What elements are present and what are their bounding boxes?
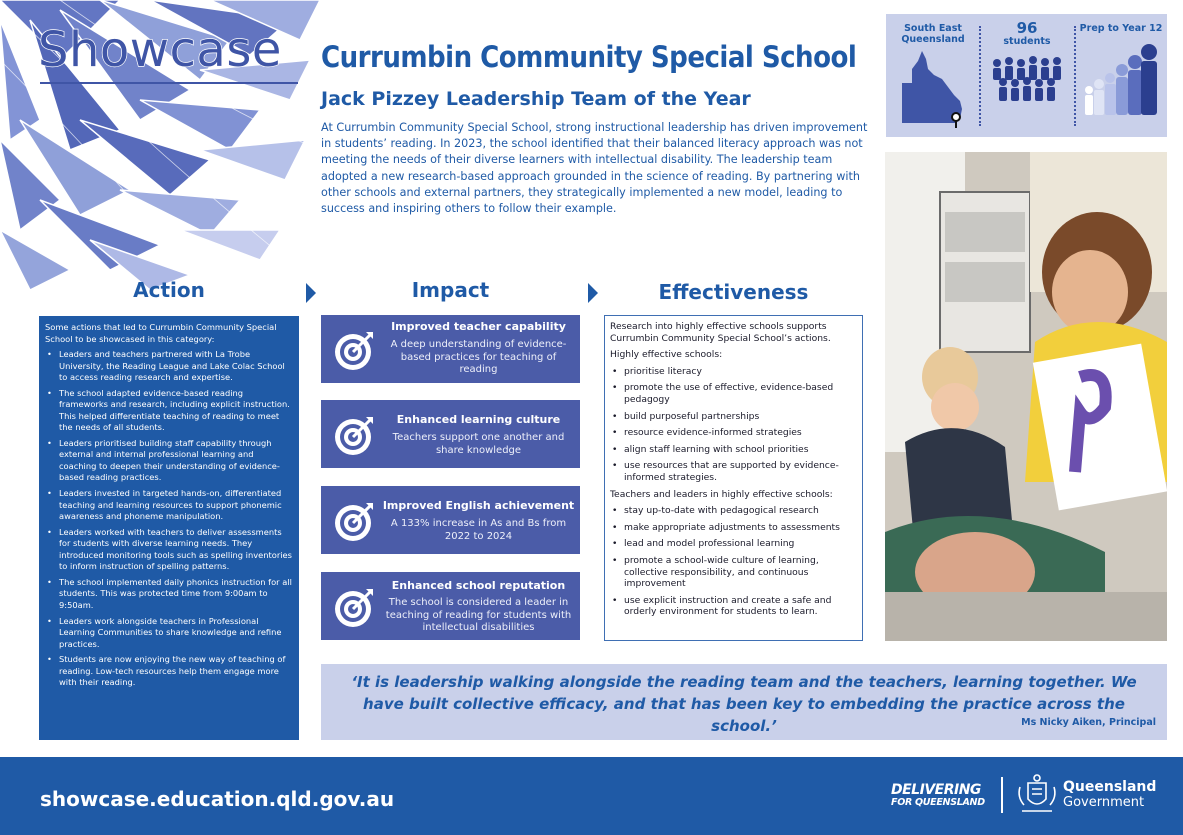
footer (0, 757, 1183, 835)
schools-list (610, 366, 856, 484)
impact-title: Enhanced learning culture (396, 413, 561, 426)
impact-description: A 133% increase in As and Bs from 2022 to 2024 (390, 518, 567, 542)
target-icon (333, 585, 377, 629)
list-item: • build purposeful partnerships (610, 411, 856, 423)
years-label: Prep to Year 12 (1079, 23, 1163, 34)
students-count: 96 (1016, 19, 1038, 37)
qld-government-logo (1063, 779, 1156, 810)
impact-card (321, 572, 580, 640)
quote-text: ‘It is leadership walking alongside the reading team and the teachers, learning together. We have built collective efficacy, and that has been key to embedding the practice across the school.’ (351, 673, 1137, 735)
stats-divider (979, 26, 981, 126)
action-panel (39, 316, 299, 740)
target-icon (333, 413, 377, 457)
effectiveness-heading: Effectiveness (658, 280, 809, 304)
delivering-logo (891, 783, 985, 808)
delivering-line2: FOR QUEENSLAND (891, 797, 985, 808)
list-item: • make appropriate adjustments to assessments (610, 522, 856, 534)
teacher-student-photo-illustration (885, 152, 1167, 641)
list-item: • lead and model professional learning (610, 538, 856, 550)
logo-underline (40, 82, 298, 84)
schools-lead: Highly effective schools: (610, 349, 723, 361)
target-icon (333, 328, 377, 372)
leaders-list (610, 505, 856, 618)
stats-panel (886, 14, 1167, 137)
region-stat (890, 14, 976, 137)
impact-card (321, 486, 580, 554)
impact-title: Improved English achievement (382, 499, 575, 512)
students-group-icon (987, 55, 1067, 105)
impact-description: Teachers support one another and share knowledge (392, 432, 565, 456)
gov-line2: Government (1063, 795, 1145, 810)
leaders-lead: Teachers and leaders in highly effective schools: (610, 488, 833, 500)
list-item: • Leaders work alongside teachers in Professional Learning Communities to share knowledge and refine practices. (45, 616, 293, 651)
target-icon (333, 499, 377, 543)
website-link[interactable]: showcase.education.qld.gov.au (40, 787, 395, 811)
action-heading: Action (133, 278, 205, 302)
list-item: • Leaders worked with teachers to deliver assessments for students with diverse learning needs. They introduced monitoring tools such as spelling inventories to inform instruction of spelling patterns. (45, 527, 293, 573)
impact-heading: Impact (411, 278, 490, 302)
action-lead: Some actions that led to Currumbin Community Special School to be showcased in this category: (45, 322, 277, 344)
list-item: • use explicit instruction and create a safe and orderly environment for students to learn. (610, 595, 856, 618)
action-list (45, 349, 293, 689)
list-item: • resource evidence-informed strategies (610, 427, 856, 439)
impact-card (321, 400, 580, 468)
region-line2: Queensland (901, 34, 965, 45)
list-item: • Leaders and teachers partnered with La Trobe University, the Reading League and Lake Colac School to access reading research and expertise. (45, 349, 293, 384)
list-item: • Leaders invested in targeted hands-on, differentiated teaching and learning resources to support phonemic awareness and phoneme manipulation. (45, 488, 293, 523)
list-item: • promote the use of effective, evidence-based pedagogy (610, 382, 856, 405)
region-line1: South East (904, 23, 962, 34)
students-stat (982, 14, 1072, 137)
delivering-line1: DELIVERING (891, 782, 981, 798)
impact-card (321, 315, 580, 383)
year-levels-icon (1079, 38, 1163, 118)
arrow-icon (306, 283, 316, 303)
award-subtitle: Jack Pizzey Leadership Team of the Year (321, 88, 751, 110)
impact-title: Enhanced school reputation (391, 579, 566, 592)
list-item: • Students are now enjoying the new way of teaching of reading. Low-tech resources help them engage more with their reading. (45, 654, 293, 689)
gov-line1: Queensland (1063, 779, 1157, 795)
students-label: students (1003, 36, 1051, 47)
intro-paragraph: At Currumbin Community Special School, strong instructional leadership has driven improvement in students’ reading. In 2023, the school identified that their balanced literacy approach was not meeting the needs of their diverse learners with intellectual disability. The leadership team adopted a new research-based approach grounded in the science of reading. By partnering with other schools and external partners, they strategically implemented a new model, leading to success and inspiring others to follow their example. (321, 121, 868, 216)
page-title: Currumbin Community Special School (321, 40, 857, 74)
list-item: • prioritise literacy (610, 366, 856, 378)
impact-description: The school is considered a leader in teaching of reading for students with intellectual disabilities (385, 597, 572, 633)
footer-divider (1001, 777, 1003, 813)
arrow-icon (588, 283, 598, 303)
quote-attribution: Ms Nicky Aiken, Principal (1021, 717, 1156, 728)
impact-title: Improved teacher capability (391, 320, 566, 333)
list-item: • stay up-to-date with pedagogical research (610, 505, 856, 517)
years-stat (1077, 14, 1165, 137)
list-item: • use resources that are supported by evidence-informed strategies. (610, 460, 856, 483)
list-item: • The school implemented daily phonics instruction for all students. This was protected time from 9:00am to 9:50am. (45, 577, 293, 612)
list-item: • align staff learning with school priorities (610, 444, 856, 456)
quote-panel (321, 664, 1167, 740)
list-item: • The school adapted evidence-based reading frameworks and research, including explicit instruction. This helped differentiate teaching of reading to meet the needs of all students. (45, 388, 293, 434)
showcase-logo: Showcase (38, 22, 282, 78)
effectiveness-panel (604, 315, 863, 641)
classroom-photo (885, 152, 1167, 641)
list-item: • promote a school-wide culture of learning, collective responsibility, and continuous improvement (610, 555, 856, 590)
queensland-crest-icon (1014, 771, 1060, 817)
effectiveness-intro: Research into highly effective schools supports Currumbin Community Special School’s actions. (610, 321, 831, 344)
list-item: • Leaders prioritised building staff capability through external and internal professional learning and coaching to deepen their understanding of evidence-based reading practices. (45, 438, 293, 484)
stats-divider (1074, 26, 1076, 126)
queensland-map-icon (898, 49, 968, 131)
impact-description: A deep understanding of evidence-based practices for teaching of reading (390, 339, 567, 375)
